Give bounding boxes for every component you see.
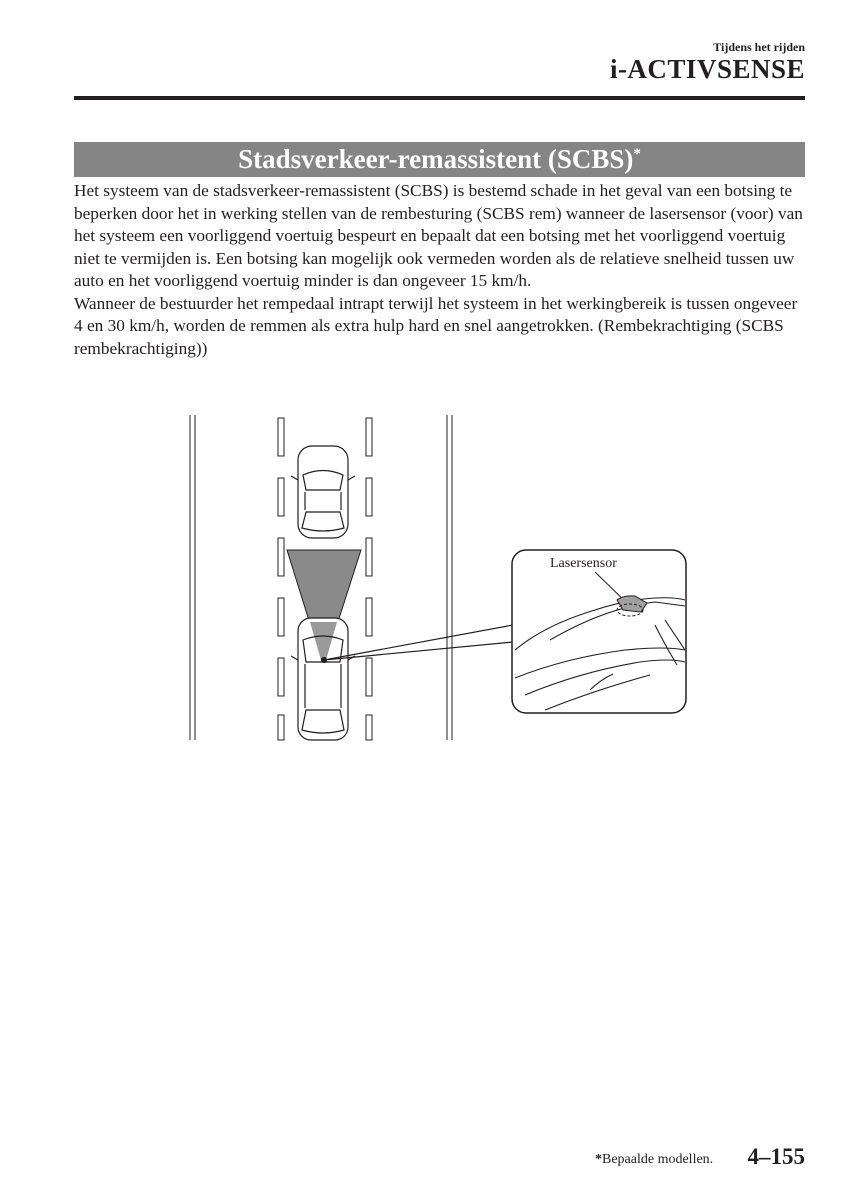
running-header-section: Tijdens het rijden [713,40,805,54]
running-header-title: i-ACTIVSENSE [609,54,805,84]
section-title: Stadsverkeer-remassistent (SCBS) [238,144,634,174]
road-edge-right [447,415,452,740]
paragraph-2: Wanneer de bestuurder het rempedaal intrapt terwijl het systeem in het werkingbereik is tussen ongeveer 4 en 30 km/h, worden de remmen als extra hulp hard en snel aangetrokken. (Rembekrachtiging (SCBS rembekrachtiging)) [74,293,798,358]
callout-box [512,550,686,713]
scbs-illustration [185,410,690,745]
road-edge-left [190,415,195,740]
header-rule [74,96,805,100]
body-text [74,180,809,360]
page-number: 4–155 [747,1144,805,1169]
footnote [595,1152,713,1168]
footnote-star: * [595,1152,602,1167]
lane-markings-right [366,418,372,740]
section-heading-bar [74,142,805,177]
lasersensor-label: Lasersensor [550,556,617,571]
preceding-vehicle [291,446,355,538]
section-title-marker: * [633,146,641,162]
callout-connector [324,625,513,660]
lane-markings-left [278,418,284,740]
scbs-diagram [185,410,690,745]
paragraph-1: Het systeem van de stadsverkeer-remassistent (SCBS) is bestemd schade in het geval van een botsing te beperken door het in werking stellen van de rembesturing (SCBS rem) wanneer de lasersensor (voor) van het systeem een voorliggend voertuig bespeurt en bepaalt dat een botsing met het voorliggend voertuig niet te vermijden is. Een botsing kan mogelijk ook vermeden worden als de relatieve snelheid tussen uw auto en het voorliggend voertuig minder is dan ongeveer 15 km/h. [74,181,803,290]
footnote-text: Bepaalde modellen. [602,1152,714,1167]
own-vehicle [291,618,355,740]
